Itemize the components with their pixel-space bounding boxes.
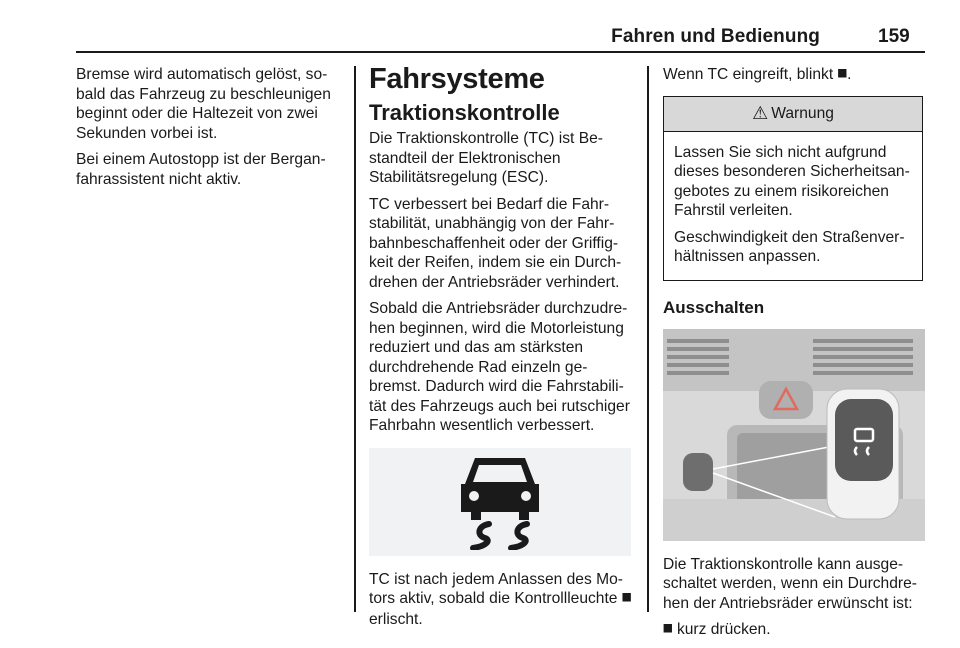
dashboard-photo <box>663 329 925 541</box>
warning-header <box>664 97 922 132</box>
traction-control-icon-panel <box>369 448 631 556</box>
tc-indicator-icon: ⯀ <box>663 622 673 636</box>
traction-control-icon <box>455 454 545 550</box>
paragraph: Wenn TC eingreift, blinkt ⯀. <box>663 66 852 83</box>
page-header-title: Fahren und Bedienung <box>611 26 820 47</box>
paragraph: ⯀ kurz drücken. <box>663 621 771 638</box>
column-left <box>76 65 346 196</box>
tc-indicator-icon: ⯀ <box>621 591 632 605</box>
paragraph: TC ist nach jedem Anlassen des Mo-tors aktiv, sobald die Kontrollleuchte ⯀ erlischt. <box>369 570 632 628</box>
column-divider-right <box>647 66 649 612</box>
subsection-heading: Ausschalten <box>663 297 765 317</box>
paragraph: Bei einem Autostopp ist der Bergan-fahrassistent nicht aktiv. <box>76 151 326 188</box>
warning-box <box>663 96 923 281</box>
section-heading: Fahrsysteme <box>369 63 545 95</box>
paragraph: Bremse wird automatisch gelöst, so-bald das Fahrzeug zu beschleunigen beginnt oder die Haltezeit von zwei Sekunden vorbei ist. <box>76 66 331 142</box>
warning-triangle-icon: ⚠ <box>752 102 769 123</box>
warning-title: Warnung <box>771 104 834 122</box>
paragraph: TC verbessert bei Bedarf die Fahr-stabilität, unabhängig von der Fahr-bahnbeschaffenheit oder der Griffig-keit der Reifen, indem sie ein Durch-drehen der Antriebsräder verhindert. <box>369 195 622 291</box>
column-divider-left <box>354 66 356 612</box>
paragraph: Die Traktionskontrolle (TC) ist Be-standteil der Elektronischen Stabilitätsregelung (ESC). <box>369 130 603 186</box>
subsection-heading: Traktionskontrolle <box>369 100 560 125</box>
header-rule <box>76 51 925 53</box>
paragraph: Die Traktionskontrolle kann ausge-schaltet werden, wenn ein Durchdre-hen der Antriebsräder erwünscht ist: <box>663 555 917 612</box>
paragraph: Lassen Sie sich nicht aufgrund dieses besonderen Sicherheitsan-gebotes zu einem risikoreichen Fahrstil verleiten. <box>674 143 910 219</box>
tc-indicator-icon: ⯀ <box>837 67 848 81</box>
paragraph: Sobald die Antriebsräder durchzudre-hen beginnen, wird die Motorleistung reduziert und das am stärksten durchdrehende Rad einzeln ge-bremst. Dadurch wird die Fahrstabili-tät des Fahrzeugs auch bei rutschiger Fahrbahn wesentlich verbessert. <box>369 300 630 434</box>
paragraph: Geschwindigkeit den Straßenver-hältnissen anpassen. <box>674 228 905 265</box>
column-middle <box>369 62 633 636</box>
column-right <box>663 65 926 648</box>
warning-body <box>664 132 922 280</box>
page-number: 159 <box>878 26 910 47</box>
